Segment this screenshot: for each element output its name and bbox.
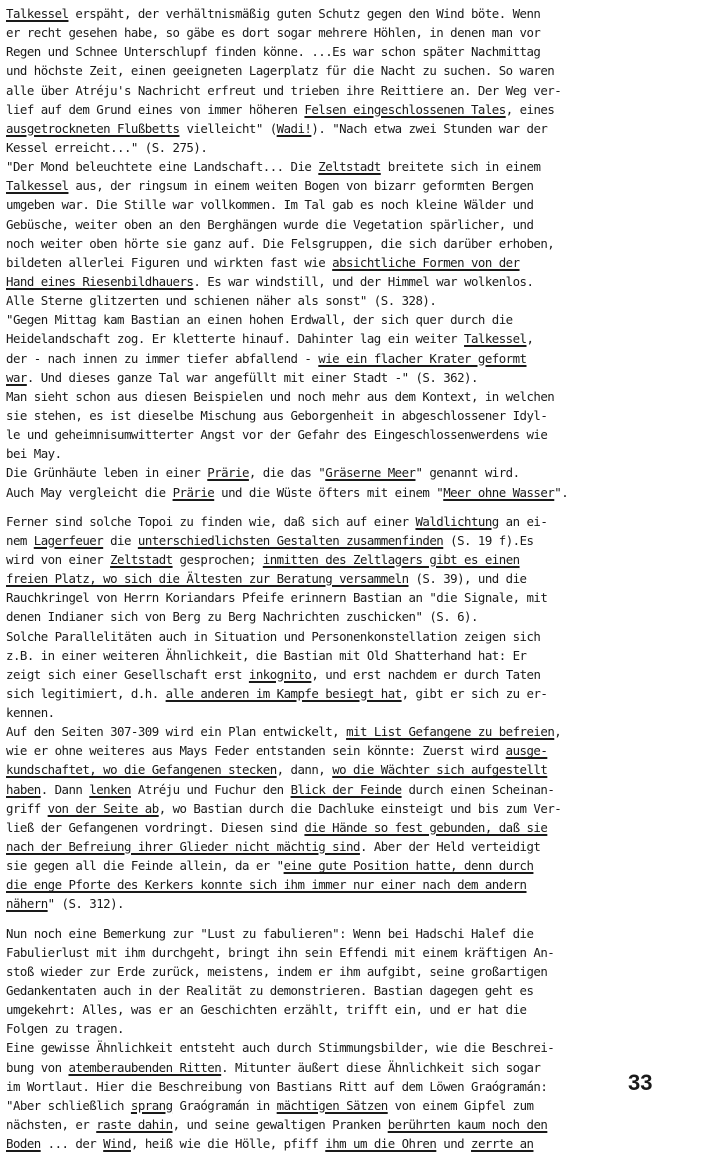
text-segment: und die Wüste öfters mit einem " bbox=[214, 484, 444, 500]
text-line bbox=[6, 569, 714, 588]
text-segment: wird von einer bbox=[6, 551, 111, 567]
text-segment: , dann, bbox=[276, 762, 333, 778]
underlined-phrase: Waldlichtung bbox=[415, 513, 499, 529]
text-segment: griff bbox=[6, 800, 48, 816]
underlined-phrase: berührten kaum noch den bbox=[387, 1117, 548, 1133]
text-segment: sie gegen all die Feinde allein, da er " bbox=[6, 858, 284, 874]
underlined-phrase: Felsen eingeschlossenen Tales bbox=[304, 101, 506, 117]
underlined-phrase: absichtliche Formen von der bbox=[332, 254, 520, 270]
text-segment: Atréju und Fuchur den bbox=[130, 781, 291, 797]
text-line bbox=[6, 780, 714, 799]
underlined-phrase: Meer ohne Wasser bbox=[443, 484, 555, 500]
text-segment: Auch May vergleicht die bbox=[6, 484, 173, 500]
underlined-phrase: die Hände so fest gebunden, daß sie bbox=[304, 819, 548, 835]
text-line bbox=[6, 176, 714, 195]
underlined-phrase: kundschaftet, wo die Gefangenen stecken bbox=[6, 762, 277, 778]
paragraph-gap bbox=[6, 502, 714, 512]
text-segment: Rauchkringel von Herrn Koriandars Pfeife erinnern Bastian an "die Signale, mit bbox=[6, 590, 548, 606]
text-line bbox=[6, 512, 714, 531]
text-segment: denen Indianer sich von Berg zu Berg Nachrichten zuschicken" (S. 6). bbox=[6, 609, 478, 625]
text-segment: breitete sich in einem bbox=[380, 159, 541, 175]
underlined-phrase: Gräserne Meer bbox=[325, 465, 416, 481]
text-segment: Eine gewisse Ähnlichkeit entsteht auch durch Stimmungsbilder, wie die Beschrei- bbox=[6, 1040, 555, 1056]
underlined-phrase: haben bbox=[6, 781, 41, 797]
underlined-phrase: freien Platz, wo sich die Ältesten zur Beratung versammeln bbox=[6, 571, 409, 587]
text-segment: der - nach innen zu immer tiefer abfallend - bbox=[6, 350, 319, 366]
text-segment: (S. 39), und die bbox=[408, 571, 527, 587]
underlined-phrase: raste dahin bbox=[96, 1117, 173, 1133]
text-segment: Auf den Seiten 307-309 wird ein Plan entwickelt, bbox=[6, 724, 347, 740]
text-segment: "Aber schließlich bbox=[6, 1097, 131, 1113]
text-line bbox=[6, 924, 714, 943]
text-segment: ließ der Gefangenen vordringt. Diesen sind bbox=[6, 819, 305, 835]
text-line bbox=[6, 387, 714, 406]
underlined-phrase: lenken bbox=[89, 781, 131, 797]
text-line bbox=[6, 234, 714, 253]
text-segment: vielleicht" ( bbox=[179, 120, 277, 136]
underlined-phrase: ihm um die Ohren bbox=[325, 1136, 437, 1152]
text-segment: Graógramán in bbox=[172, 1097, 277, 1113]
text-line bbox=[6, 646, 714, 665]
text-segment: Fabulierlust mit ihm durchgeht, bringt ihn sein Effendi mit einem kräftigen An- bbox=[6, 944, 555, 960]
underlined-phrase: inmitten des Zeltlagers gibt es einen bbox=[262, 551, 520, 567]
text-line bbox=[6, 1134, 714, 1153]
text-line bbox=[6, 722, 714, 741]
text-line bbox=[6, 406, 714, 425]
underlined-phrase: Hand eines Riesenbildhauers bbox=[6, 273, 194, 289]
text-segment: . Dann bbox=[40, 781, 90, 797]
text-line bbox=[6, 1096, 714, 1115]
text-line bbox=[6, 215, 714, 234]
text-segment: durch einen Scheinan- bbox=[401, 781, 555, 797]
text-segment: le und geheimnisumwitterter Angst vor der Gefahr des Eingeschlossenwerdens wie bbox=[6, 427, 548, 443]
text-segment: Die Grünhäute leben in einer bbox=[6, 465, 208, 481]
text-line bbox=[6, 837, 714, 856]
text-line bbox=[6, 665, 714, 684]
text-line bbox=[6, 588, 714, 607]
text-segment: bei May. bbox=[6, 446, 62, 462]
page-text bbox=[6, 4, 714, 1153]
text-segment: Gedankentaten auch in der Realität zu demonstrieren. Bastian dagegen geht es bbox=[6, 983, 534, 999]
text-line bbox=[6, 463, 714, 482]
underlined-phrase: Talkessel bbox=[6, 6, 69, 21]
text-segment: . Es war windstill, und der Himmel war wolkenlos. bbox=[193, 273, 534, 289]
text-segment: , bbox=[554, 724, 562, 740]
underlined-phrase: Lagerfeuer bbox=[33, 532, 104, 548]
underlined-phrase: von der Seite ab bbox=[47, 800, 159, 816]
text-segment: und bbox=[436, 1136, 472, 1152]
underlined-phrase: wie ein flacher Krater geformt bbox=[318, 350, 527, 366]
text-segment: zeigt sich einer Gesellschaft erst bbox=[6, 666, 249, 682]
text-segment: Solche Parallelitäten auch in Situation und Personenkonstellation zeigen sich bbox=[6, 628, 541, 644]
text-segment: Man sieht schon aus diesen Beispielen und noch mehr aus dem Kontext, in welchen bbox=[6, 388, 555, 404]
underlined-phrase: mächtigen Sätzen bbox=[276, 1097, 388, 1113]
underlined-phrase: die enge Pforte des Kerkers konnte sich ihm immer nur einer nach dem andern bbox=[6, 877, 527, 893]
text-segment: noch weiter oben hörte sie ganz auf. Die Felsgruppen, die sich darüber erhoben, bbox=[6, 235, 555, 251]
text-line bbox=[6, 760, 714, 779]
underlined-phrase: Zeltstadt bbox=[110, 551, 173, 567]
text-segment: Kessel erreicht..." (S. 275). bbox=[6, 139, 208, 155]
text-line bbox=[6, 684, 714, 703]
text-segment: alle über Atréju's Nachricht erfreut und trieben ihre Reittiere an. Der Weg ver- bbox=[6, 82, 562, 98]
text-segment: . Aber der Held verteidigt bbox=[359, 839, 541, 855]
text-segment: und höchste Zeit, einen geeigneten Lagerplatz für die Nacht zu suchen. So waren bbox=[6, 63, 555, 79]
underlined-phrase: inkognito bbox=[248, 666, 312, 682]
text-segment: , eines bbox=[505, 101, 555, 117]
text-line bbox=[6, 81, 714, 100]
text-line bbox=[6, 425, 714, 444]
text-segment: sich legitimiert, d.h. bbox=[6, 685, 166, 701]
underlined-phrase: Blick der Feinde bbox=[290, 781, 402, 797]
text-segment: "Der Mond beleuchtete eine Landschaft... Die bbox=[6, 159, 319, 175]
text-line bbox=[6, 1077, 714, 1096]
underlined-phrase: ausge- bbox=[505, 743, 548, 759]
text-line bbox=[6, 943, 714, 962]
text-segment: , und erst nachdem er durch Taten bbox=[311, 666, 541, 682]
underlined-phrase: alle anderen im Kampfe besiegt hat bbox=[165, 685, 402, 701]
underlined-phrase: Wadi! bbox=[276, 120, 312, 136]
text-segment: bung von bbox=[6, 1059, 69, 1075]
text-line bbox=[6, 4, 714, 23]
underlined-phrase: atemberaubenden Ritten bbox=[68, 1059, 222, 1075]
text-segment: Ferner sind solche Topoi zu finden wie, daß sich auf einer bbox=[6, 513, 416, 529]
text-segment: Heidelandschaft zog. Er kletterte hinauf. Dahinter lag ein weiter bbox=[6, 331, 465, 347]
text-segment: ). "Nach etwa zwei Stunden war der bbox=[311, 120, 548, 136]
text-segment: sie stehen, es ist dieselbe Mischung aus Geborgenheit in abgeschlossener Idyl- bbox=[6, 407, 548, 423]
text-segment: nem bbox=[6, 532, 34, 548]
text-segment: stoß wieder zur Erde zurück, meistens, indem er ihm aufgibt, seine großartigen bbox=[6, 963, 548, 979]
underlined-phrase: zerrte an bbox=[471, 1136, 534, 1152]
underlined-phrase: nach der Befreiung ihrer Glieder nicht mächtig sind bbox=[6, 839, 360, 855]
underlined-phrase: nähern bbox=[6, 896, 48, 912]
text-segment: an ei- bbox=[498, 513, 548, 529]
text-line bbox=[6, 310, 714, 329]
underlined-phrase: Boden bbox=[6, 1136, 41, 1152]
text-segment: nächsten, er bbox=[6, 1117, 97, 1133]
text-segment: aus, der ringsum in einem weiten Bogen von bizarr geformten Bergen bbox=[68, 178, 534, 194]
text-line bbox=[6, 962, 714, 981]
text-line bbox=[6, 253, 714, 272]
text-segment: lief auf dem Grund eines von immer höheren bbox=[6, 101, 305, 117]
text-segment: bildeten allerlei Figuren und wirkten fast wie bbox=[6, 254, 333, 270]
text-segment: " (S. 312). bbox=[47, 896, 124, 912]
text-line bbox=[6, 894, 714, 913]
underlined-phrase: eine gute Position hatte, denn durch bbox=[283, 858, 534, 874]
text-line bbox=[6, 42, 714, 61]
text-line bbox=[6, 272, 714, 291]
text-line bbox=[6, 1115, 714, 1134]
text-line bbox=[6, 1038, 714, 1057]
text-segment: , und seine gewaltigen Pranken bbox=[172, 1117, 388, 1133]
underlined-phrase: Talkessel bbox=[464, 331, 527, 347]
text-line bbox=[6, 291, 714, 310]
text-line bbox=[6, 741, 714, 760]
text-segment: "Gegen Mittag kam Bastian an einen hohen Erdwall, der sich quer durch die bbox=[6, 312, 513, 328]
text-segment: , die das " bbox=[248, 465, 326, 481]
text-segment: gesprochen; bbox=[172, 551, 263, 567]
underlined-phrase: Talkessel bbox=[6, 178, 69, 194]
text-segment: (S. 19 f).Es bbox=[443, 532, 534, 548]
text-segment: umgekehrt: Alles, was er an Geschichten erzählt, trifft ein, und er hat die bbox=[6, 1002, 527, 1018]
text-line bbox=[6, 531, 714, 550]
text-line bbox=[6, 329, 714, 348]
underlined-phrase: sprang bbox=[130, 1097, 173, 1113]
text-line bbox=[6, 157, 714, 176]
paragraph-gap bbox=[6, 914, 714, 924]
text-segment: Regen und Schnee Unterschlupf finden könne. ...Es war schon später Nachmittag bbox=[6, 44, 541, 60]
text-segment: . Mitunter äußert diese Ähnlichkeit sich sogar bbox=[221, 1059, 541, 1075]
text-line bbox=[6, 550, 714, 569]
text-segment: ". bbox=[554, 484, 569, 500]
text-segment: Alle Sterne glitzerten und schienen näher als sonst" (S. 328). bbox=[6, 293, 437, 309]
page-number: 33 bbox=[628, 1070, 653, 1095]
text-line bbox=[6, 627, 714, 646]
underlined-phrase: Prärie bbox=[172, 484, 215, 500]
underlined-phrase: unterschiedlichsten Gestalten zusammenfinden bbox=[137, 532, 444, 548]
text-segment: , bbox=[526, 331, 534, 347]
text-line bbox=[6, 368, 714, 387]
text-line bbox=[6, 799, 714, 818]
underlined-phrase: Prärie bbox=[207, 465, 249, 481]
text-line bbox=[6, 444, 714, 463]
text-line bbox=[6, 875, 714, 894]
text-segment: ... der bbox=[40, 1136, 104, 1152]
text-line bbox=[6, 981, 714, 1000]
text-line bbox=[6, 818, 714, 837]
text-line bbox=[6, 1000, 714, 1019]
text-segment: Folgen zu tragen. bbox=[6, 1021, 124, 1037]
text-segment: die bbox=[103, 532, 138, 548]
text-segment: kennen. bbox=[6, 705, 55, 721]
text-line bbox=[6, 1058, 714, 1077]
underlined-phrase: Wind bbox=[103, 1136, 131, 1152]
text-line bbox=[6, 61, 714, 80]
text-segment: im Wortlaut. Hier die Beschreibung von Bastians Ritt auf dem Löwen Graógramán: bbox=[6, 1078, 548, 1094]
underlined-phrase: ausgetrockneten Flußbetts bbox=[6, 120, 180, 136]
text-segment: , wo Bastian durch die Dachluke einsteigt und bis zum Ver- bbox=[158, 800, 562, 816]
text-line bbox=[6, 703, 714, 722]
text-segment: wie er ohne weiteres aus Mays Feder entstanden sein könnte: Zuerst wird bbox=[6, 743, 506, 759]
text-segment: . Und dieses ganze Tal war angefüllt mit einer Stadt -" (S. 362). bbox=[26, 369, 478, 385]
underlined-phrase: wo die Wächter sich aufgestellt bbox=[332, 762, 548, 778]
text-segment: erspäht, der verhältnismäßig guten Schutz gegen den Wind böte. Wenn bbox=[68, 6, 541, 21]
text-line bbox=[6, 856, 714, 875]
underlined-phrase: mit List Gefangene zu befreien bbox=[346, 724, 555, 740]
text-segment: , heiß wie die Hölle, pfiff bbox=[130, 1136, 326, 1152]
text-segment: Gebüsche, weiter oben an den Berghängen wurde die Vegetation spärlicher, und bbox=[6, 216, 534, 232]
text-line bbox=[6, 119, 714, 138]
text-segment: " genannt wird. bbox=[415, 465, 520, 481]
text-line bbox=[6, 483, 714, 502]
text-line bbox=[6, 1019, 714, 1038]
text-line bbox=[6, 349, 714, 368]
underlined-phrase: Zeltstadt bbox=[318, 159, 381, 175]
text-line bbox=[6, 195, 714, 214]
text-line bbox=[6, 607, 714, 626]
text-segment: Nun noch eine Bemerkung zur "Lust zu fabulieren": Wenn bei Hadschi Halef die bbox=[6, 925, 534, 941]
text-line bbox=[6, 23, 714, 42]
text-line bbox=[6, 138, 714, 157]
text-segment: er recht gesehen habe, so gäbe es dort sogar mehrere Höhlen, in denen man vor bbox=[6, 25, 541, 41]
text-line bbox=[6, 100, 714, 119]
text-segment: z.B. in einer weiteren Ähnlichkeit, die Bastian mit Old Shatterhand hat: Er bbox=[6, 647, 527, 663]
text-segment: umgeben war. Die Stille war vollkommen. Im Tal gab es noch kleine Wälder und bbox=[6, 197, 534, 213]
text-segment: , gibt er sich zu er- bbox=[401, 685, 548, 701]
text-segment: von einem Gipfel zum bbox=[387, 1097, 534, 1113]
underlined-phrase: war bbox=[6, 369, 27, 385]
